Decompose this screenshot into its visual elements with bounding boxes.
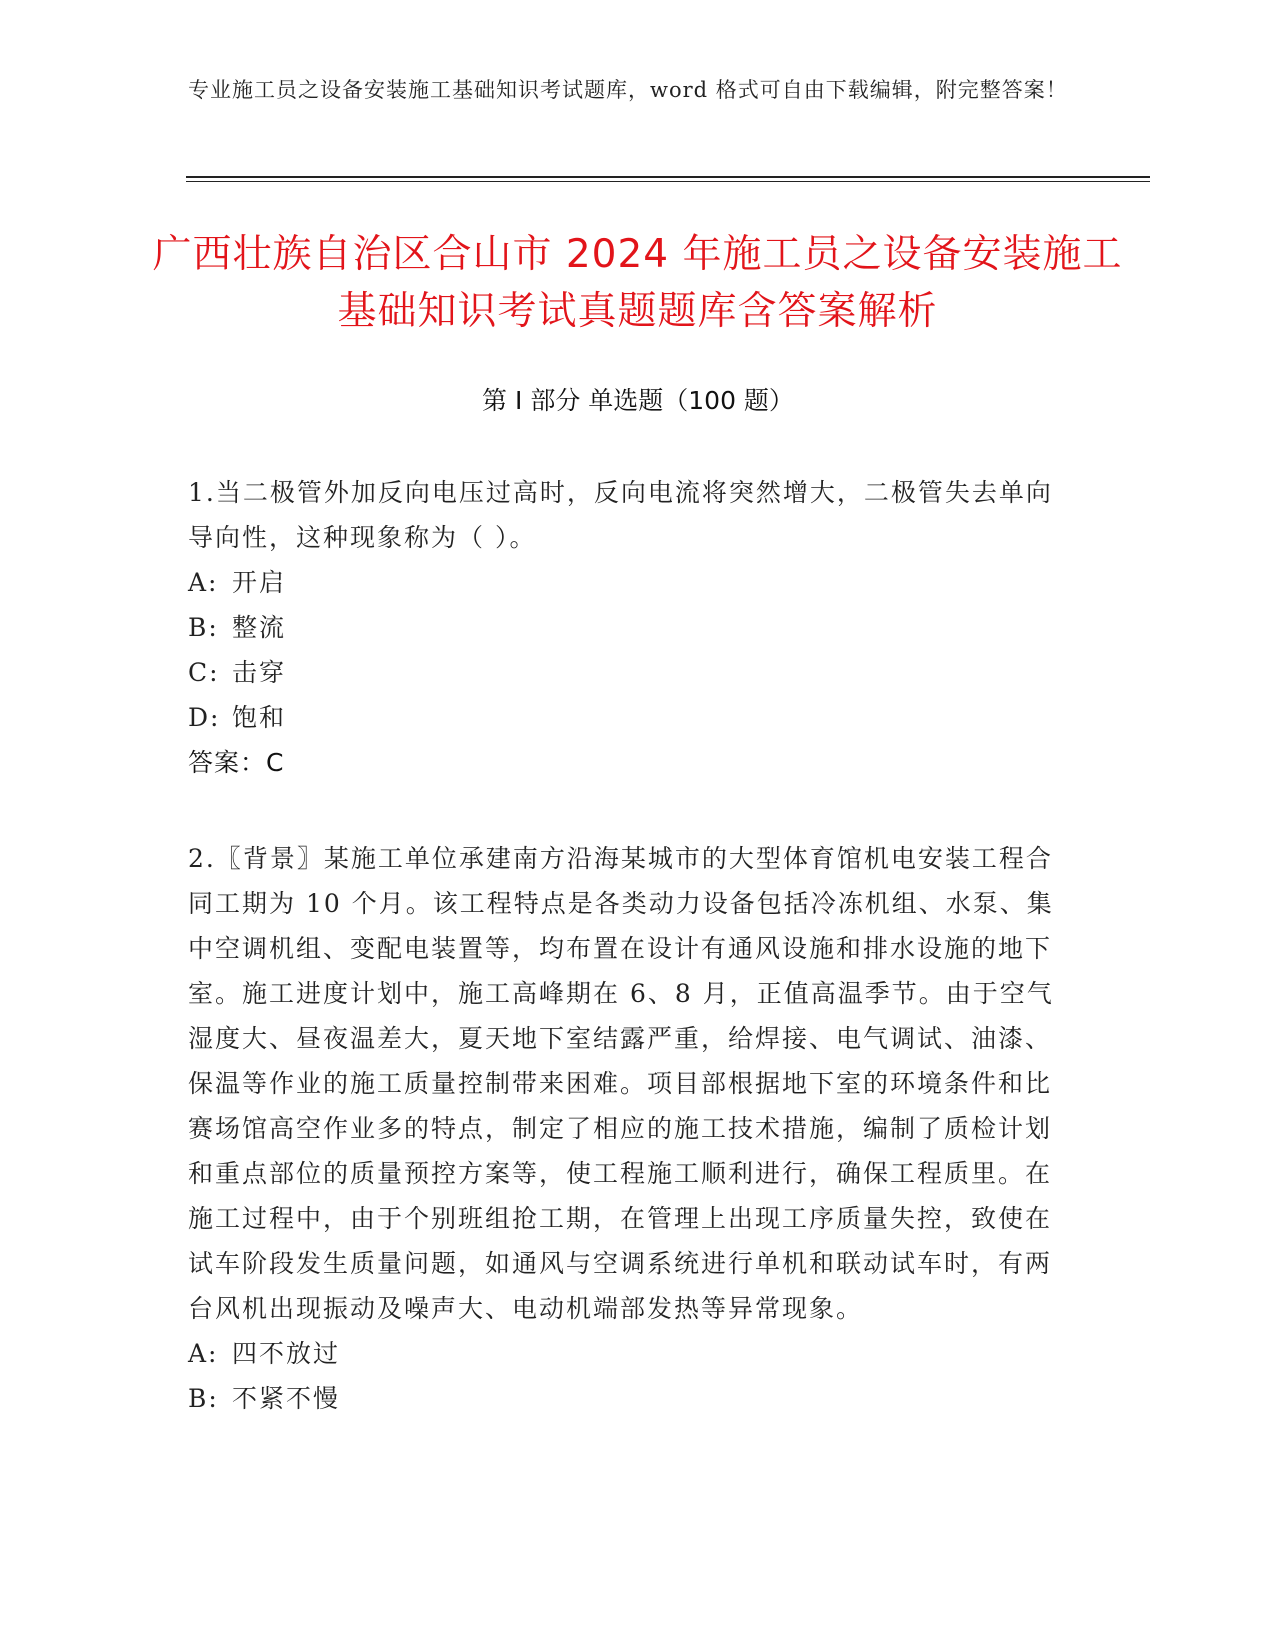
option-text: 整流 [232,613,287,642]
option-a [188,560,1068,605]
document-title: 广西壮族自治区合山市 2024 年施工员之设备安装施工基础知识考试真题题库含答案解析 [152,232,1123,334]
option-c [188,650,1068,695]
option-d [188,695,1068,740]
option-text: 四不放过 [232,1339,341,1368]
option-key: A: [188,1339,219,1368]
question-1 [188,470,1068,785]
option-b [188,605,1068,650]
question-stem: 2.〖背景〗某施工单位承建南方沿海某城市的大型体育馆机电安装工程合同工期为 10 个月。该工程特点是各类动力设备包括冷冻机组、水泵、集中空调机组、变配电装置等，均布置在设计有通风设施和排水设施的地下室。施工进度计划中，施工高峰期在 6、8 月，正值高温季节。由于空气湿度大、昼夜温差大，夏天地下室结露严重，给焊接、电气调试、油漆、保温等作业的施工质量控制带来困难。项目部根据地下室的环境条件和比赛场馆高空作业多的特点，制定了相应的施工技术措施，编制了质检计划和重点部位的质量预控方案等，使工程施工顺利进行，确保工程质里。在施工过程中，由于个别班组抢工期，在管理上出现工序质量失控，致使在试车阶段发生质量问题，如通风与空调系统进行单机和联动试车时，有两台风机出现振动及噪声大、电动机端部发热等异常现象。 [188,844,1054,1323]
question-2 [188,836,1068,1421]
section-heading: 第 I 部分 单选题（100 题） [482,386,794,415]
option-text: 击穿 [232,658,287,687]
header-divider-thin [186,181,1150,182]
header-note: 专业施工员之设备安装施工基础知识考试题库，word 格式可自由下载编辑，附完整答案！ [188,78,1068,102]
option-key: D: [188,703,221,732]
answer-line: 答案：C [188,748,285,777]
option-text: 不紧不慢 [232,1384,341,1413]
option-a [188,1331,1068,1376]
question-stem: 1.当二极管外加反向电压过高时，反向电流将突然增大，二极管失去单向导向性，这种现象称为（ ）。 [188,478,1053,552]
header-divider-thick [186,176,1150,178]
option-text: 开启 [232,568,287,597]
option-key: C: [188,658,220,687]
option-key: B: [188,613,219,642]
option-key: A: [188,568,219,597]
option-key: B: [188,1384,219,1413]
option-text: 饱和 [232,703,287,732]
option-b [188,1376,1068,1421]
